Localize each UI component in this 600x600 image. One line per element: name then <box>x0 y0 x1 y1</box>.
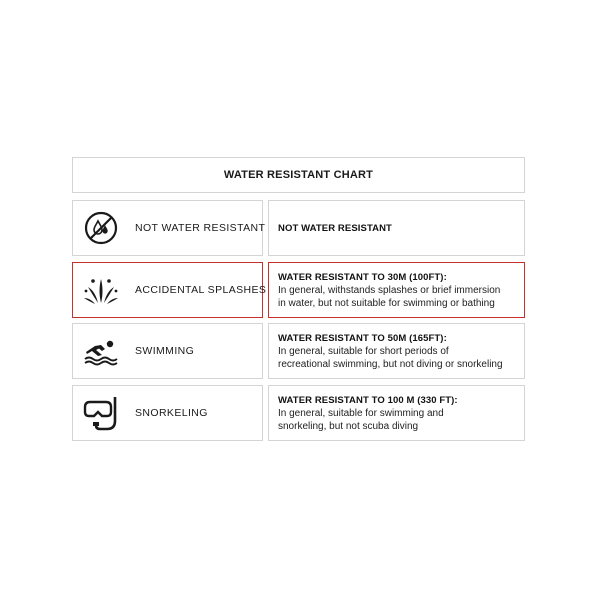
row-swimming-description <box>268 323 525 379</box>
category-label: SNORKELING <box>135 407 208 419</box>
description-title: WATER RESISTANT TO 30M (100FT): <box>278 271 447 283</box>
category-label: SWIMMING <box>135 345 195 357</box>
description-line: In general, suitable for short periods of <box>278 345 449 357</box>
splash-icon <box>81 270 121 310</box>
description-title: WATER RESISTANT TO 50M (165FT): <box>278 332 447 344</box>
category-label: NOT WATER RESISTANT <box>135 222 266 234</box>
row-snorkeling-description <box>268 385 525 441</box>
row-accidental-splashes-category <box>72 262 267 318</box>
description-line: In general, withstands splashes or brief immersion <box>278 284 501 296</box>
row-not-water-resistant-category <box>72 200 266 256</box>
chart-title: WATER RESISTANT CHART <box>223 169 374 181</box>
row-not-water-resistant-description <box>268 200 525 256</box>
row-snorkeling-category <box>72 385 263 441</box>
description-title: NOT WATER RESISTANT <box>278 222 392 234</box>
description-line: in water, but not suitable for swimming or bathing <box>278 297 495 309</box>
no-water-icon <box>81 208 121 248</box>
description-line: recreational swimming, but not diving or snorkeling <box>278 358 503 370</box>
row-accidental-splashes-description <box>268 262 525 318</box>
description-line: In general, suitable for swimming and <box>278 407 444 419</box>
description-title: WATER RESISTANT TO 100 M (330 FT): <box>278 394 458 406</box>
swimmer-icon <box>81 331 121 371</box>
description-line: snorkeling, but not scuba diving <box>278 420 419 432</box>
snorkel-mask-icon <box>81 393 121 433</box>
row-swimming-category <box>72 323 263 379</box>
category-label: ACCIDENTAL SPLASHES <box>135 284 267 296</box>
chart-title-box <box>72 157 525 193</box>
